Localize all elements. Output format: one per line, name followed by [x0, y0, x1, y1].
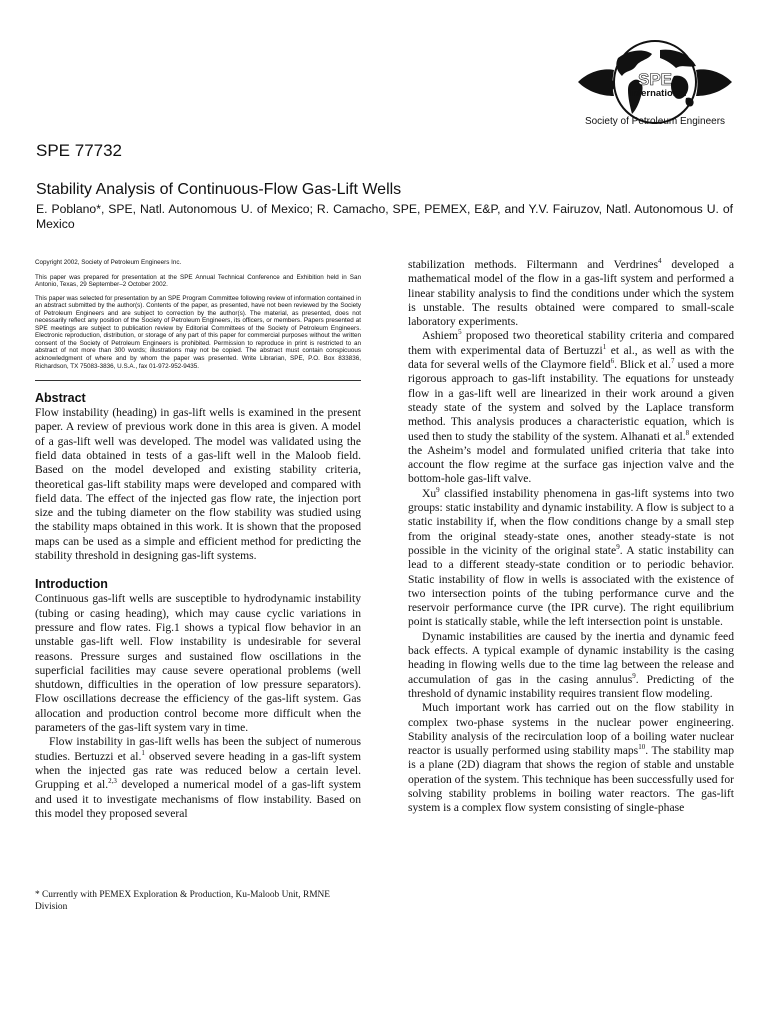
- authors: E. Poblano*, SPE, Natl. Autonomous U. of Mexico; R. Camacho, SPE, PEMEX, E&P, and Y.V. Fairuzov, Natl. Autonomous U. of Mexico: [36, 202, 733, 231]
- citation: 9: [436, 485, 440, 494]
- citation: 10: [638, 743, 646, 752]
- logo-tagline: Society of Petroleum Engineers: [584, 116, 726, 127]
- left-column: [35, 259, 361, 821]
- right-paragraph-5: Much important work has carried out on the flow stability in complex two-phase systems in the nuclear power engineering. Stability analysis of the recirculation loop of a boiling water nuclear reactor is usually performed using stability maps$^{10}$. The stability map is a plane (2D) diagram that shows the region of stable and unstable operation of the system. This technique has been successfully used for solving stability problems in boiling water reactors. The gas-lift system is a complex flow system consisting of single-phase: [408, 701, 734, 815]
- abstract-heading: Abstract: [35, 391, 86, 406]
- citation: 9: [632, 671, 636, 680]
- right-column: [408, 258, 734, 816]
- citation: 4: [658, 257, 662, 266]
- intro-paragraph-1: Continuous gas-lift wells are susceptible to hydrodynamic instability (tubing or casing heading), which may cause cyclic variations in pressure and flow rates. Fig.1 shows a typical flow behavior in an unstable gas-lift well. Flow instability is undesirable for several reasons. Pressure surges and sustained flow oscillations in the superficial facilities may cause severe operational problems (well shutdown, difficulties in the operation of low pressure separators). Flow oscillations decrease the efficiency of the gas-lift system. Gas allocation and production control become more difficult when the parameters of the gas-lift system vary in time.: [35, 592, 361, 735]
- citation: 5: [458, 328, 462, 337]
- paper-number: SPE 77732: [36, 141, 123, 160]
- right-paragraph-1: stabilization methods. Filtermann and Verdrines$^4$ developed a mathematical model of the flow in a gas-lift system and performed a linear stability analysis to find the conditions under which the system is unstable. The results obtained were compared to small-scale laboratory experiments.: [408, 257, 734, 329]
- intro-paragraph-2: Flow instability in gas-lift wells has been the subject of numerous studies. Bertuzzi et al.$^1$ observed severe heading in a gas-lift system when the injected gas rate was reduced below a certain level. Grupping et al.$^{2,3}$ developed a numerical model of a gas-lift system and used it to investigate mechanisms of flow instability. Based on this model they proposed several: [35, 735, 362, 820]
- right-paragraph-3: Xu$^9$ classified instability phenomena in gas-lift systems into two groups: static instability and dynamic instability. A flow is subject to a static instability if, when the flow conditions change by a small step from the original steady-state ones, another steady-state is not possible in the vicinity of the original state$^9$. A static instability can lead to a different steady-state condition or to periodic behavior. Static instability of flow in wells is associated with the existence of two intersection points of the tubing performance curve and the reservoir performance curve (the IPR curve). The right equilibrium point is statically stable, while the left intersection point is unstable.: [408, 485, 735, 629]
- citation: 6: [610, 357, 615, 366]
- citation: 9: [616, 543, 620, 552]
- citation: 1: [602, 342, 607, 351]
- right-paragraph-2: Ashiem$^5$ proposed two theoretical stability criteria and compared them with experimental data of Bertuzzi$^1$ et al., as well as with the data for several wells of the Claymore field$^6$. Blick et al.$^7$ used a more rigorous approach to gas-lift instability. The equations for unsteady flow in a gas-lift well are linearized in their work around a given steady state of the system and solved by the Laplace transform method. This analysis produces a characteristic equation, which is used then to study the stability of the system. Alhanati et al.$^8$ extended the Asheim’s model and formulated unified criteria that take into account the flow regime at the surface gas injection valve and the bottom-hole gas-lift valve.: [408, 328, 734, 486]
- selection-note: This paper was selected for presentation by an SPE Program Committee following review of information contained in an abstract submitted by the author(s). Contents of the paper, as presented, have not been reviewed by the Society of Petroleum Engineers and are subject to correction by the author(s). The material, as presented, does not necessarily reflect any position of the Society of Petroleum Engineers, its officers, or members. Papers presented at SPE meetings are subject to publication review by Editorial Committees of the Society of Petroleum Engineers. Electronic reproduction, distribution, or storage of any part of this paper for commercial purposes without the written consent of the Society of Petroleum Engineers is prohibited. Permission to reproduce in print is restricted to an abstract of not more than 300 words; illustrations may not be copied. The abstract must contain conspicuous acknowledgment of where and by whom the paper was presented. Write Librarian, SPE, P.O. Box 833836, Richardson, TX 75083-3836, U.S.A., fax 01-972-952-9435.: [35, 294, 361, 370]
- author-footnote: * Currently with PEMEX Exploration & Production, Ku-Maloob Unit, RMNE Division: [35, 890, 331, 912]
- copyright-divider: [35, 380, 361, 381]
- logo-spe-text: SPE: [637, 70, 673, 89]
- copyright-line: Copyright 2002, Society of Petroleum Engineers Inc.: [35, 259, 182, 266]
- citation: 8: [685, 428, 690, 437]
- citation: 2,3: [108, 777, 117, 786]
- abstract-text: Flow instability (heading) in gas-lift wells is examined in the present paper. A review of previous work done in this area is given. A model of a gas-lift well was developed. The model was validated using the field data obtained in tests of a gas-lift well in the Maloob field. Based on the model developed and existing stability criteria, theoretical gas-lift stability maps were developed and compared with field data. The effect of the injected gas flow rate, the injection port size and the tubing diameter on the flow stability was studied using the stability maps obtained in this work. It is shown that the proposed maps can be used as a simple and efficient method for predicting the stability threshold in designing gas-lift systems.: [35, 406, 361, 563]
- logo-international-text: International: [629, 88, 687, 99]
- citation: 7: [670, 357, 675, 366]
- introduction-heading: Introduction: [35, 577, 108, 592]
- presentation-note: This paper was prepared for presentation at the SPE Annual Technical Conference and Exhibition held in San Antonio, Texas, 29 September–2 October 2002.: [35, 273, 361, 289]
- citation: 1: [141, 748, 145, 757]
- right-paragraph-4: Dynamic instabilities are caused by the inertia and dynamic feed back effects. A typical example of dynamic instability is the casing heading in flowing wells due to the time lag between the release and accumulation of gas in the casing annulus$^9$. Predicting of the threshold of dynamic instability requires transient flow modeling.: [408, 629, 734, 700]
- paper-title: Stability Analysis of Continuous-Flow Gas-Lift Wells: [36, 181, 402, 198]
